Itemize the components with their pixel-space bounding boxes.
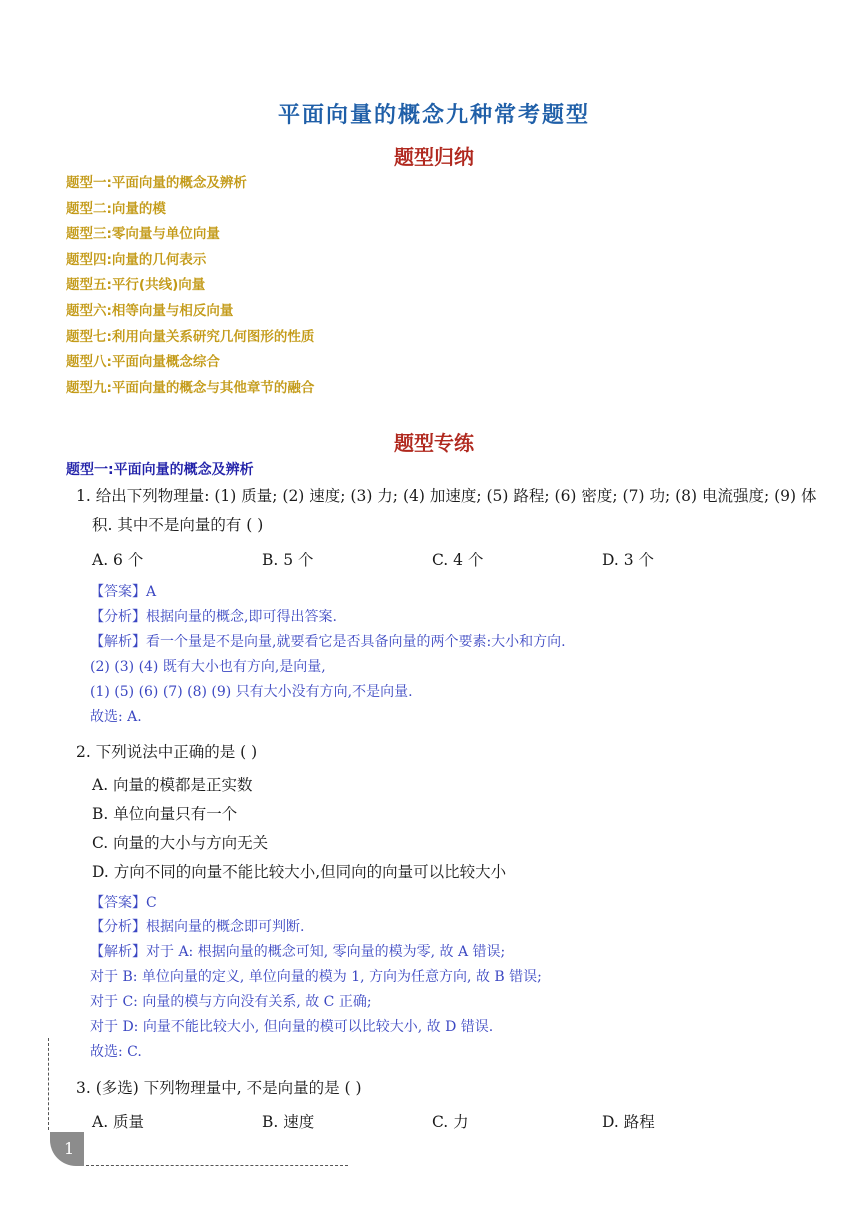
q2-solution-line: 对于 D: 向量不能比较大小, 但向量的模可以比较大小, 故 D 错误. xyxy=(90,1019,494,1035)
toc-item[interactable]: 题型一:平面向量的概念及辨析 xyxy=(66,175,247,191)
q3-option-d: D. 路程 xyxy=(602,1113,655,1131)
toc-item[interactable]: 题型三:零向量与单位向量 xyxy=(66,226,220,243)
q3-stem: 3. (多选) 下列物理量中, 不是向量的是 ( ) xyxy=(76,1079,362,1097)
q2-stem: 2. 下列说法中正确的是 ( ) xyxy=(76,743,258,761)
corner-dashed-line-vertical xyxy=(48,1038,49,1130)
q1-option-b: B. 5 个 xyxy=(262,551,314,569)
q3-option-b: B. 速度 xyxy=(262,1113,315,1131)
q2-analysis: 【分析】根据向量的概念即可判断. xyxy=(90,919,305,935)
q3-option-c: C. 力 xyxy=(432,1113,469,1131)
type1-heading: 题型一:平面向量的概念及辨析 xyxy=(66,462,254,478)
document-title: 平面向量的概念九种常考题型 xyxy=(277,103,590,128)
q1-answer: 【答案】A xyxy=(90,584,157,600)
q1-analysis: 【分析】根据向量的概念,即可得出答案. xyxy=(90,609,337,625)
q2-answer: 【答案】C xyxy=(90,895,157,911)
q1-option-c: C. 4 个 xyxy=(432,551,484,569)
toc-heading: 题型归纳 xyxy=(394,145,474,169)
q2-option-d: D. 方向不同的向量不能比较大小,但同向的向量可以比较大小 xyxy=(92,863,507,881)
q1-option-d: D. 3 个 xyxy=(602,551,655,569)
q1-solution-line: (1) (5) (6) (7) (8) (9) 只有大小没有方向,不是向量. xyxy=(90,684,413,700)
toc-item[interactable]: 题型七:利用向量关系研究几何图形的性质 xyxy=(66,328,315,345)
toc-item[interactable]: 题型六:相等向量与相反向量 xyxy=(66,302,234,319)
q3-option-a: A. 质量 xyxy=(92,1113,145,1131)
toc-item[interactable]: 题型八:平面向量概念综合 xyxy=(66,354,220,371)
q2-option-b: B. 单位向量只有一个 xyxy=(92,805,238,823)
toc-item[interactable]: 题型四:向量的几何表示 xyxy=(66,251,207,268)
q1-solution-line: (2) (3) (4) 既有大小也有方向,是向量, xyxy=(90,659,326,675)
toc-item[interactable]: 题型二:向量的模 xyxy=(66,200,166,217)
corner-dashed-line-horizontal xyxy=(86,1165,348,1166)
q2-solution-line: 对于 B: 单位向量的定义, 单位向量的模为 1, 方向为任意方向, 故 B 错误; xyxy=(90,969,542,985)
q2-solution-line: 故选: C. xyxy=(90,1044,142,1060)
practice-heading: 题型专练 xyxy=(394,431,474,455)
q1-stem-line1: 1. 给出下列物理量: (1) 质量; (2) 速度; (3) 力; (4) 加速度; (5) 路程; (6) 密度; (7) 功; (8) 电流强度; (9) 体 xyxy=(76,487,817,505)
q2-option-a: A. 向量的模都是正实数 xyxy=(92,776,253,794)
q2-option-c: C. 向量的大小与方向无关 xyxy=(92,834,269,852)
q1-solution-line: 故选: A. xyxy=(90,709,142,725)
q1-stem-line2: 积. 其中不是向量的有 ( ) xyxy=(92,516,264,534)
toc-list xyxy=(66,171,314,401)
toc-item[interactable]: 题型五:平行(共线)向量 xyxy=(66,277,206,294)
q1-option-a: A. 6 个 xyxy=(92,551,144,569)
page-number: 1 xyxy=(64,1139,75,1158)
q1-solution-line: 【解析】看一个量是不是向量,就要看它是否具备向量的两个要素:大小和方向. xyxy=(90,634,566,650)
toc-item[interactable]: 题型九:平面向量的概念与其他章节的融合 xyxy=(66,379,315,396)
q2-solution-line: 【解析】对于 A: 根据向量的概念可知, 零向量的模为零, 故 A 错误; xyxy=(90,944,506,960)
q2-solution-line: 对于 C: 向量的模与方向没有关系, 故 C 正确; xyxy=(90,994,372,1010)
